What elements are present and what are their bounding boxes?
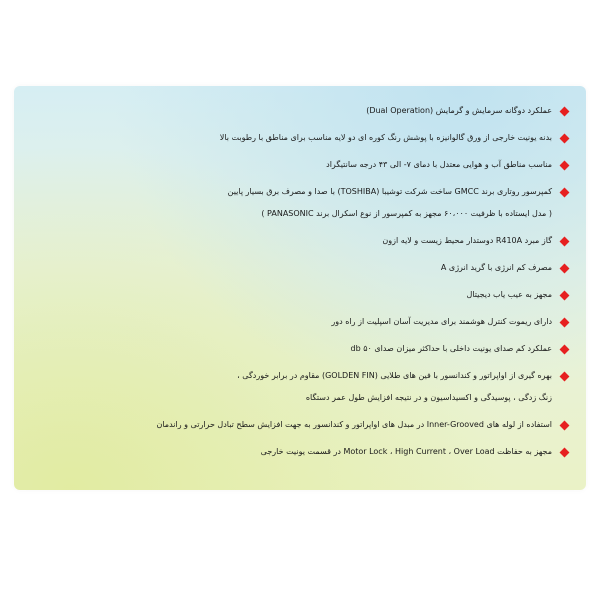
feature-text: مجهز به عیب یاب دیجیتال [466,290,552,299]
feature-item [28,365,568,409]
feature-text: بدنه یونیت خارجی از ورق گالوانیزه با پوشش رنگ کوره ای دو لایه مناسب برای مناطق با رطوبت بالا [219,133,552,142]
red-diamond-bullet-icon [560,318,570,328]
feature-item [28,441,568,463]
red-diamond-bullet-icon [560,188,570,198]
feature-text: عملکرد کم صدای یونیت داخلی با حداکثر میزان صدای ۵۰ db [350,344,552,353]
red-diamond-bullet-icon [560,161,570,171]
feature-text: مصرف کم انرژی با گرید انرژی A [440,263,552,272]
feature-text: عملکرد دوگانه سرمایش و گرمایش (Dual Operation) [366,106,552,115]
feature-item [28,284,568,306]
feature-text: کمپرسور روتاری برند GMCC ساخت شرکت توشیبا (TOSHIBA) با صدا و مصرف برق بسیار پایین [227,187,552,196]
feature-item [28,181,568,225]
feature-text: استفاده از لوله های Inner-Grooved در مبدل های اواپراتور و کندانسور به جهت افزایش سطح تبادل حرارتی و راندمان [156,420,552,429]
feature-item [28,154,568,176]
feature-item [28,100,568,122]
red-diamond-bullet-icon [560,264,570,274]
feature-text-continued: ( مدل ایستاده با ظرفیت ۶۰،۰۰۰ مجهز به کمپرسور از نوع اسکرال برند PANASONIC ) [261,209,552,218]
features-card [14,86,586,490]
feature-text: بهره گیری از اواپراتور و کندانسور با فین های طلایی (GOLDEN FIN) مقاوم در برابر خوردگی ، [237,371,552,380]
feature-item [28,257,568,279]
feature-text-continued: زنگ زدگی ، پوسیدگی و اکسیداسیون و در نتیجه افزایش طول عمر دستگاه [305,393,552,402]
feature-item [28,230,568,252]
feature-list [28,100,568,468]
red-diamond-bullet-icon [560,134,570,144]
feature-item [28,127,568,149]
red-diamond-bullet-icon [560,291,570,301]
feature-item [28,311,568,333]
feature-item [28,414,568,436]
red-diamond-bullet-icon [560,372,570,382]
feature-item [28,338,568,360]
red-diamond-bullet-icon [560,107,570,117]
red-diamond-bullet-icon [560,448,570,458]
red-diamond-bullet-icon [560,237,570,247]
red-diamond-bullet-icon [560,421,570,431]
feature-text: دارای ریموت کنترل هوشمند برای مدیریت آسان اسپلیت از راه دور [331,317,552,326]
feature-text: مجهز به حفاظت Motor Lock ، High Current ، Over Load در قسمت یونیت خارجی [260,447,552,456]
feature-text: مناسب مناطق آب و هوایی معتدل با دمای ۷- الی ۴۳ درجه سانتیگراد [326,160,552,169]
feature-text: گاز مبرد R410A دوستدار محیط زیست و لایه ازون [382,236,552,245]
red-diamond-bullet-icon [560,345,570,355]
